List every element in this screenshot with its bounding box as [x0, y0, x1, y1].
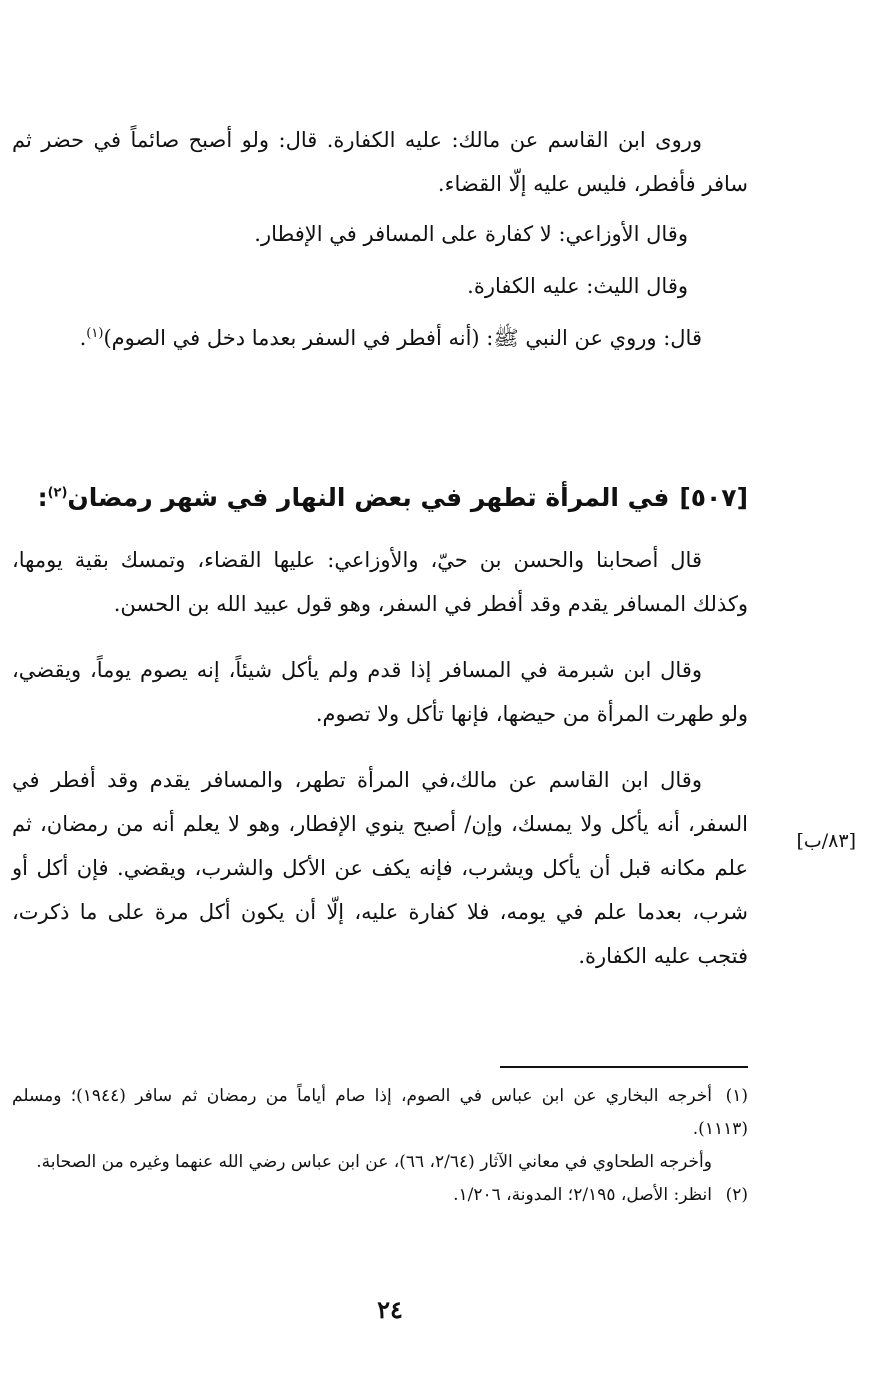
- section-title: في المرأة تطهر في بعض النهار في شهر رمضان: [67, 483, 670, 512]
- paragraph: وقال ابن القاسم عن مالك،في المرأة تطهر، والمسافر يقدم وقد أفطر في السفر، أنه يأكل ولا يمسك، وإن/ أصبح ينوي الإفطار، وهو لا يعلم أنه من رمضان، ثم علم مكانه قبل أن يأكل ويشرب، فإنه يكف عن الأكل والشرب، ويقضي. فإن أكل أو شرب، بعدما علم في يومه، فلا كفارة عليه، إلّا أن يكون أكل مرة على ما ذكرت، فتجب عليه الكفارة.: [12, 768, 748, 968]
- paragraph: وروى ابن القاسم عن مالك: عليه الكفارة. قال: ولو أصبح صائماً في حضر ثم سافر فأفطر، فليس عليه إلّا القضاء.: [12, 128, 748, 196]
- footnote: [12, 1080, 748, 1146]
- heading-colon: :: [37, 483, 48, 512]
- section-number: [٥٠٧]: [679, 483, 748, 512]
- footnote-ref: (٢): [47, 485, 68, 501]
- body-text-block: [12, 538, 748, 978]
- paragraph: قال أصحابنا والحسن بن حيّ، والأوزاعي: عليها القضاء، وتمسك بقية يومها، وكذلك المسافر يقدم وقد أفطر في السفر، وهو قول عبيد الله بن الحسن.: [12, 548, 748, 616]
- paragraph: وقال الأوزاعي: لا كفارة على المسافر في الإفطار.: [254, 222, 688, 246]
- footnote-number: (٢): [725, 1185, 748, 1205]
- page-number: ٢٤: [377, 1295, 403, 1324]
- footnote-ref: (١): [86, 326, 104, 341]
- footnote: [12, 1146, 748, 1179]
- footnote-text: وأخرجه الطحاوي في معاني الآثار (٢/٦٤، ٦٦)، عن ابن عباس رضي الله عنهما وغيره من الصحابة.: [36, 1152, 712, 1172]
- paragraph: وقال الليث: عليه الكفارة.: [467, 274, 688, 298]
- top-text-block: [12, 118, 748, 360]
- footnote-number: (١): [725, 1086, 748, 1106]
- footnote-divider: [500, 1066, 748, 1068]
- footnote-text: انظر: الأصل، ٢/١٩٥؛ المدونة، ١/٢٠٦.: [453, 1185, 712, 1205]
- footnote: [12, 1179, 748, 1212]
- manuscript-folio-marker: [٨٣/ب]: [796, 830, 856, 852]
- paragraph: وقال ابن شبرمة في المسافر إذا قدم ولم يأكل شيئاً، إنه يصوم يوماً، ويقضي، ولو طهرت المرأة من حيضها، فإنها تأكل ولا تصوم.: [12, 658, 748, 726]
- footnote-text: أخرجه البخاري عن ابن عباس في الصوم، إذا صام أياماً من رمضان ثم سافر (١٩٤٤)؛ ومسلم (١١١٣).: [12, 1086, 748, 1139]
- section-heading: [37, 476, 748, 520]
- paragraph: قال: وروي عن النبي ﷺ: (أنه أفطر في السفر بعدما دخل في الصوم)$^{(١)}$.: [79, 326, 702, 350]
- footnotes: [12, 1080, 748, 1212]
- paragraph-text: قال: وروي عن النبي ﷺ: (أنه أفطر في السفر بعدما دخل في الصوم): [103, 326, 702, 350]
